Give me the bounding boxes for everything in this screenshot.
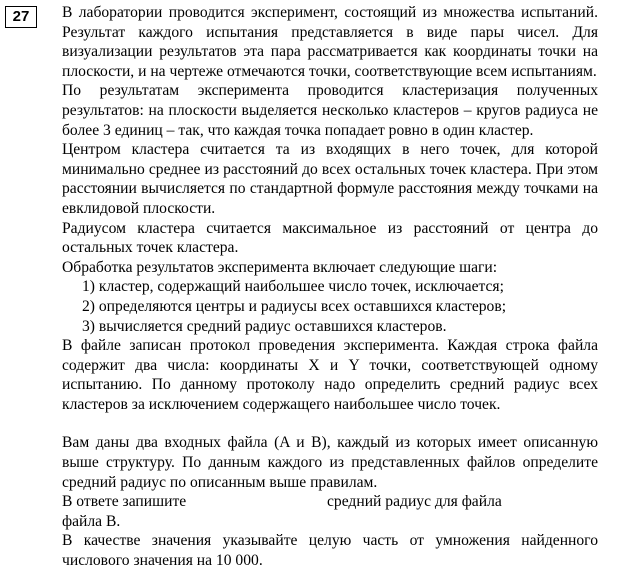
answer-instruction-line [62, 492, 598, 512]
paragraph-file-protocol: В файле записан протокол проведения эксперимента. Каждая строка файла содержит два числа: координаты X и Y точки, соответствующей одному испытанию. По данному протоколу надо определить средний радиус всех кластеров за исключением содержащего наибольшее число точек. [62, 337, 598, 413]
paragraph-steps-intro: Обработка результатов эксперимента включает следующие шаги: [62, 258, 498, 276]
paragraph-value-format: В качестве значения указывайте целую часть от умножения найденного числового значения на 10 000. [62, 532, 598, 570]
list-item: 1) кластер, содержащий наибольшее число точек, исключается; [82, 278, 504, 296]
answer-instruction-right: средний радиус для файла [327, 493, 502, 511]
answer-instruction-left: В ответе запишите [62, 493, 187, 511]
paragraph-clustering: По результатам эксперимента проводится кластеризация полученных результатов: на плоскости выделяется несколько кластеров – кругов радиуса не более 3 единиц – так, что каждая точка попадает ровно в один кластер. [62, 82, 598, 139]
list-item: 2) определяются центры и радиусы всех оставшихся кластеров; [82, 297, 507, 315]
paragraph-intro: В лаборатории проводится эксперимент, состоящий из множества испытаний. Результат каждого испытания представляется в виде пары чисел. Для визуализации результатов эта пара рассматривается как координаты точки на плоскости, и на чертеже отмечаются точки, соответствующие всем испытаниям. [62, 4, 598, 80]
paragraph-radius: Радиусом кластера считается максимальное из расстояний от центра до остальных точек кластера. [62, 219, 598, 257]
steps-list [62, 277, 598, 336]
task-text [62, 3, 598, 571]
paragraph-gap [62, 414, 598, 433]
paragraph-input-files: Вам даны два входных файла (A и B), каждый из которых имеет описанную выше структуру. По данным каждого из представленных файлов определите средний радиус по описанным выше правилам. [62, 434, 598, 491]
paragraph-center: Центром кластера считается та из входящих в него точек, для которой минимально среднее из расстояний до всех остальных точек кластера. При этом расстоянии вычисляется по стандартной формуле расстояния между точками на евклидовой плоскости. [62, 141, 598, 217]
list-item: 3) вычисляется средний радиус оставшихся кластеров. [82, 317, 447, 335]
task-number: 27 [12, 8, 30, 25]
answer-instruction-tail: файла B. [62, 512, 121, 530]
task-number-box [5, 6, 37, 28]
